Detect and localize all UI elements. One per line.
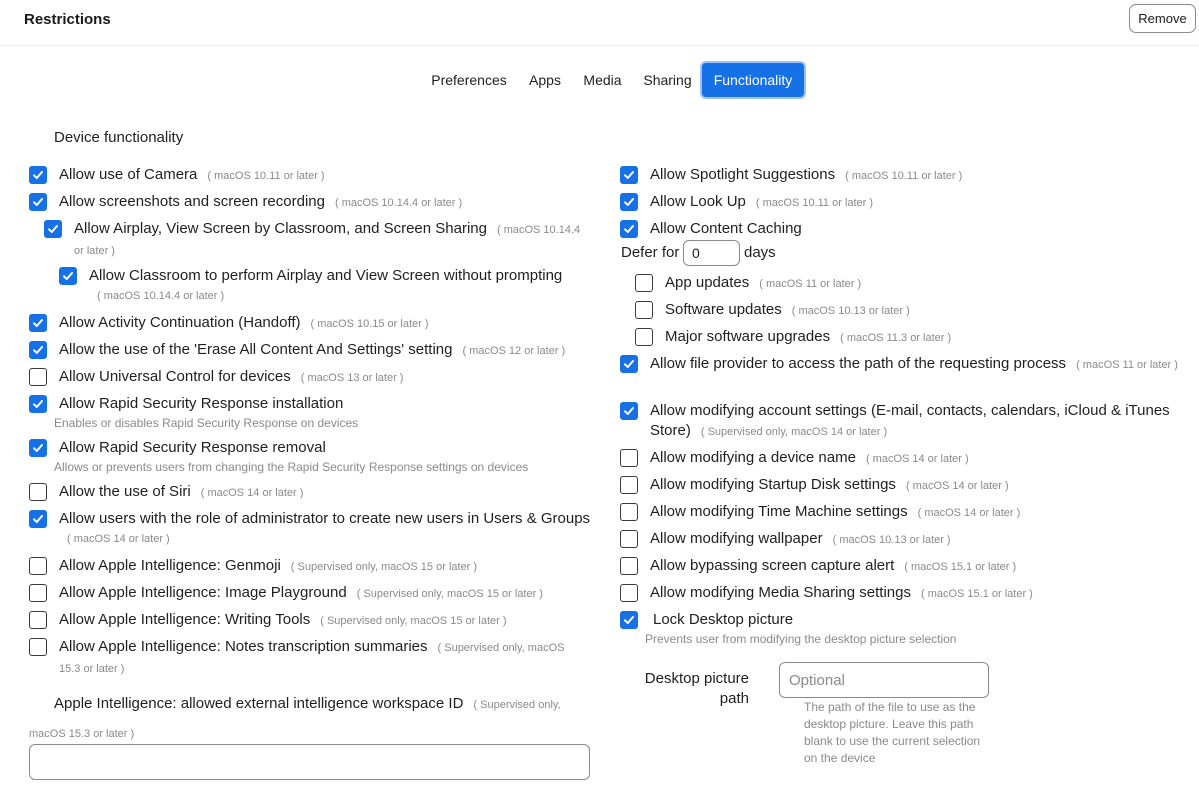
handoff-label: Allow Activity Continuation (Handoff) ( macOS 10.15 or later ) [59, 314, 429, 331]
classroom-checkbox[interactable] [59, 267, 77, 285]
notes-summaries-label: Allow Apple Intelligence: Notes transcription summaries ( Supervised only, macOS 15.3 or later ) [59, 638, 565, 675]
classroom-label: Allow Classroom to perform Airplay and View Screen without prompting [89, 267, 563, 284]
wallpaper-label: Allow modifying wallpaper ( macOS 10.13 or later ) [650, 530, 951, 547]
file-provider-checkbox[interactable] [620, 355, 638, 373]
defer-days-input[interactable] [683, 240, 740, 266]
checkmark-icon [32, 317, 44, 329]
wallpaper-version-tag: ( macOS 10.13 or later ) [832, 534, 951, 546]
camera-version-tag: ( macOS 10.11 or later ) [207, 170, 325, 182]
siri-version-tag: ( macOS 14 or later ) [200, 487, 304, 499]
handoff-version-tag: ( macOS 10.15 or later ) [310, 318, 429, 330]
siri-label: Allow the use of Siri ( macOS 14 or later ) [59, 483, 304, 500]
startup-disk-version-tag: ( macOS 14 or later ) [905, 480, 1009, 492]
lock-desktop-checkbox[interactable] [620, 611, 638, 629]
app-updates-checkbox[interactable] [635, 274, 653, 292]
section-title: Device functionality [54, 129, 184, 146]
app-updates-version-tag: ( macOS 11 or later ) [759, 278, 862, 290]
desktop-path-input[interactable] [779, 662, 989, 698]
time-machine-version-tag: ( macOS 14 or later ) [917, 507, 1021, 519]
checkmark-icon [62, 270, 74, 282]
major-upgrades-label: Major software upgrades ( macOS 11.3 or later ) [665, 328, 952, 345]
media-sharing-version-tag: ( macOS 15.1 or later ) [920, 588, 1033, 600]
rsr-removal-label: Allow Rapid Security Response removal [59, 439, 326, 456]
tab-functionality[interactable]: Functionality [702, 63, 804, 97]
account-settings-label: Allow modifying account settings (E-mail, contacts, calendars, iCloud & iTunes Store) ( Supervised only, macOS 14 or later ) [650, 402, 1170, 439]
checkmark-icon [623, 614, 635, 626]
admin-users-checkbox[interactable] [29, 510, 47, 528]
writing-tools-label: Allow Apple Intelligence: Writing Tools ( Supervised only, macOS 15 or later ) [59, 611, 507, 628]
software-updates-checkbox[interactable] [635, 301, 653, 319]
file-provider-version-tag: ( macOS 11 or later ) [1076, 359, 1178, 371]
workspace-id-version-tag: ( Supervised only, [473, 699, 561, 711]
spotlight-checkbox[interactable] [620, 166, 638, 184]
tab-sharing[interactable]: Sharing [643, 72, 692, 88]
checkmark-icon [32, 398, 44, 410]
erase-checkbox[interactable] [29, 341, 47, 359]
image-playground-label: Allow Apple Intelligence: Image Playground ( Supervised only, macOS 15 or later ) [59, 584, 543, 601]
checkmark-icon [623, 169, 635, 181]
media-sharing-checkbox[interactable] [620, 584, 638, 602]
writing-tools-checkbox[interactable] [29, 611, 47, 629]
checkmark-icon [623, 223, 635, 235]
tab-preferences[interactable]: Preferences [431, 72, 507, 88]
admin-users-label: Allow users with the role of administrator to create new users in Users & Groups [59, 510, 591, 527]
rsr-install-label: Allow Rapid Security Response installation [59, 395, 344, 412]
erase-label: Allow the use of the 'Erase All Content And Settings' setting ( macOS 12 or later ) [59, 341, 566, 358]
universal-control-checkbox[interactable] [29, 368, 47, 386]
account-settings-checkbox[interactable] [620, 402, 638, 420]
desktop-path-help: The path of the file to use as the desktop picture. Leave this path blank to use the current selection on the device [804, 700, 981, 765]
lock-desktop-label: Lock Desktop picture [653, 611, 794, 628]
checkmark-icon [623, 358, 635, 370]
content-caching-label: Allow Content Caching [650, 220, 802, 237]
notes-summaries-version-tag: ( Supervised only, macOS 15.3 or later ) [59, 642, 565, 675]
page-header [0, 0, 1199, 46]
classroom-version-tag: ( macOS 10.14.4 or later ) [97, 290, 225, 302]
notes-summaries-checkbox[interactable] [29, 638, 47, 656]
admin-users-version-tag: ( macOS 14 or later ) [67, 533, 170, 545]
rsr-install-checkbox[interactable] [29, 395, 47, 413]
rsr-removal-checkbox[interactable] [29, 439, 47, 457]
universal-control-label: Allow Universal Control for devices ( macOS 13 or later ) [59, 368, 404, 385]
genmoji-checkbox[interactable] [29, 557, 47, 575]
major-upgrades-version-tag: ( macOS 11.3 or later ) [840, 332, 952, 344]
remove-button[interactable]: Remove [1129, 4, 1196, 33]
genmoji-label: Allow Apple Intelligence: Genmoji ( Supervised only, macOS 15 or later ) [59, 557, 478, 574]
media-sharing-label: Allow modifying Media Sharing settings ( macOS 15.1 or later ) [650, 584, 1033, 601]
airplay-version-tag: ( macOS 10.14.4 or later ) [74, 224, 581, 257]
workspace-id-version-tag-cont: macOS 15.3 or later ) [29, 728, 135, 740]
checkmark-icon [32, 442, 44, 454]
writing-tools-version-tag: ( Supervised only, macOS 15 or later ) [320, 615, 507, 627]
major-upgrades-checkbox[interactable] [635, 328, 653, 346]
airplay-label: Allow Airplay, View Screen by Classroom, and Screen Sharing ( macOS 10.14.4 or later ) [74, 220, 581, 257]
software-updates-label: Software updates ( macOS 10.13 or later ) [665, 301, 910, 318]
startup-disk-label: Allow modifying Startup Disk settings ( macOS 14 or later ) [650, 476, 1009, 493]
device-name-checkbox[interactable] [620, 449, 638, 467]
camera-checkbox[interactable] [29, 166, 47, 184]
screen-capture-alert-label: Allow bypassing screen capture alert ( macOS 15.1 or later ) [650, 557, 1017, 574]
checkmark-icon [32, 169, 44, 181]
content-caching-checkbox[interactable] [620, 220, 638, 238]
tab-media[interactable]: Media [583, 72, 622, 88]
checkmark-icon [623, 196, 635, 208]
screen-capture-alert-version-tag: ( macOS 15.1 or later ) [904, 561, 1017, 573]
lookup-label: Allow Look Up ( macOS 10.11 or later ) [650, 193, 874, 210]
lookup-checkbox[interactable] [620, 193, 638, 211]
workspace-id-label: Apple Intelligence: allowed external intelligence workspace ID ( Supervised only, [54, 695, 561, 712]
checkmark-icon [32, 344, 44, 356]
rsr-removal-help: Allows or prevents users from changing the Rapid Security Response settings on devices [54, 460, 529, 474]
airplay-checkbox[interactable] [44, 220, 62, 238]
wallpaper-checkbox[interactable] [620, 530, 638, 548]
checkmark-icon [47, 223, 59, 235]
checkmark-icon [32, 513, 44, 525]
time-machine-checkbox[interactable] [620, 503, 638, 521]
rsr-install-help: Enables or disables Rapid Security Response on devices [54, 416, 359, 430]
device-name-label: Allow modifying a device name ( macOS 14 or later ) [650, 449, 969, 466]
spotlight-version-tag: ( macOS 10.11 or later ) [845, 170, 963, 182]
lookup-version-tag: ( macOS 10.11 or later ) [755, 197, 874, 209]
erase-version-tag: ( macOS 12 or later ) [462, 345, 566, 357]
tab-apps[interactable]: Apps [529, 72, 561, 88]
image-playground-checkbox[interactable] [29, 584, 47, 602]
page-title: Restrictions [24, 11, 111, 28]
siri-checkbox[interactable] [29, 483, 47, 501]
account-settings-version-tag: ( Supervised only, macOS 14 or later ) [700, 426, 888, 438]
desktop-path-label: Desktop picture path [644, 670, 749, 707]
device-name-version-tag: ( macOS 14 or later ) [865, 453, 969, 465]
software-updates-version-tag: ( macOS 10.13 or later ) [791, 305, 910, 317]
screenshots-version-tag: ( macOS 10.14.4 or later ) [334, 197, 463, 209]
app-updates-label: App updates ( macOS 11 or later ) [665, 274, 862, 291]
defer-label: Defer for [621, 244, 680, 261]
file-provider-label: Allow file provider to access the path of the requesting process ( macOS 11 or later ) [650, 355, 1178, 372]
startup-disk-checkbox[interactable] [620, 476, 638, 494]
universal-control-version-tag: ( macOS 13 or later ) [300, 372, 404, 384]
spotlight-label: Allow Spotlight Suggestions ( macOS 10.11 or later ) [650, 166, 963, 183]
screenshots-label: Allow screenshots and screen recording ( macOS 10.14.4 or later ) [59, 193, 463, 210]
checkmark-icon [623, 405, 635, 417]
workspace-id-input[interactable] [29, 744, 590, 780]
defer-days-unit: days [744, 244, 776, 261]
handoff-checkbox[interactable] [29, 314, 47, 332]
image-playground-version-tag: ( Supervised only, macOS 15 or later ) [356, 588, 543, 600]
screen-capture-alert-checkbox[interactable] [620, 557, 638, 575]
camera-label: Allow use of Camera ( macOS 10.11 or later ) [59, 166, 325, 183]
time-machine-label: Allow modifying Time Machine settings ( macOS 14 or later ) [650, 503, 1021, 520]
lock-desktop-help: Prevents user from modifying the desktop picture selection [645, 632, 957, 646]
checkmark-icon [32, 196, 44, 208]
genmoji-version-tag: ( Supervised only, macOS 15 or later ) [290, 561, 478, 573]
screenshots-checkbox[interactable] [29, 193, 47, 211]
